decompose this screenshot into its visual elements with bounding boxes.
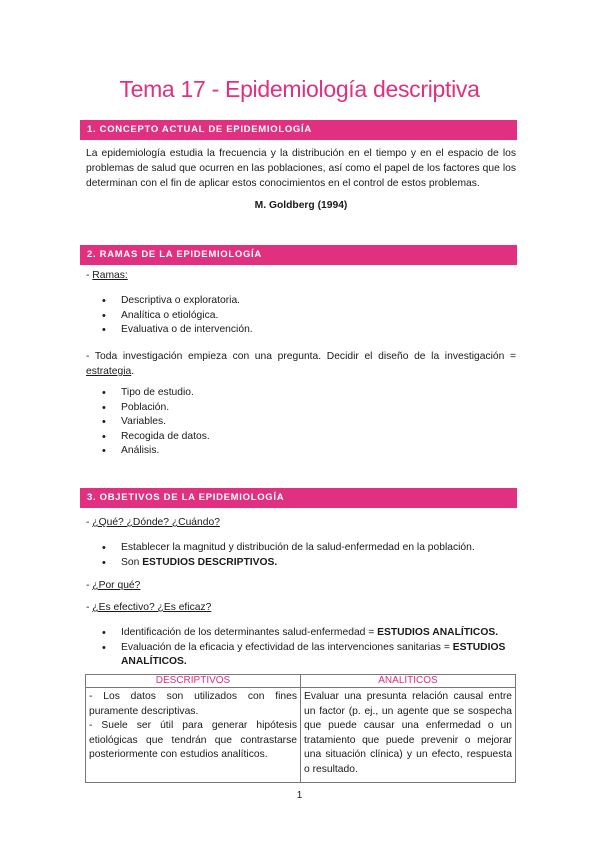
dash: - xyxy=(86,580,93,591)
citation-text: M. Goldberg (1994) xyxy=(254,200,348,211)
dash: - xyxy=(86,602,93,613)
strategy-text: - Toda investigación empieza con una pregunta. Decidir el diseño de la investigación = xyxy=(86,351,516,362)
list-item: • Descriptiva o exploratoria. xyxy=(100,294,253,309)
question-1 xyxy=(86,517,220,528)
list-item-bold: ESTUDIOS ANALÍTICOS. xyxy=(377,627,499,638)
ramas-label: Ramas: xyxy=(92,270,128,281)
section-heading-2: 2. RAMAS DE LA EPIDEMIOLOGÍA xyxy=(80,245,517,265)
strategy-paragraph xyxy=(86,349,516,379)
table-header-descriptivos: DESCRIPTIVOS xyxy=(86,675,301,688)
list-item-text: Son xyxy=(121,556,143,568)
ramas-label-line xyxy=(86,270,128,281)
list-item xyxy=(100,626,516,641)
list-item: • Población. xyxy=(100,401,210,416)
list-item: • Analítica o etiológica. xyxy=(100,309,253,324)
table-cell-analiticos: Evaluar una presunta relación causal entre un factor (p. ej., un agente que se sospecha que puede causar una enfermedad o un tratamiento que puede prevenir o mejorar una situación clínica) y un efecto, respuesta o resultado. xyxy=(301,688,516,783)
page-number: 1 xyxy=(296,790,303,801)
citation xyxy=(86,198,516,213)
question-2-text: ¿Por qué? xyxy=(92,580,141,591)
ramas-list xyxy=(100,294,253,338)
list-item: • Tipo de estudio. xyxy=(100,386,210,401)
list-item: • Análisis. xyxy=(100,444,210,459)
list-item-text: Evaluación de la eficacia y efectividad de las intervenciones sanitarias = xyxy=(121,641,453,653)
section-heading-3: 3. OBJETIVOS DE LA EPIDEMIOLOGÍA xyxy=(80,488,517,508)
question-3-text: ¿Es efectivo? ¿Es eficaz? xyxy=(92,602,212,613)
q1-list xyxy=(100,541,475,570)
list-item-text: Identificación de los determinantes salud-enfermedad = xyxy=(121,627,378,638)
list-item xyxy=(100,641,516,670)
strategy-end: . xyxy=(131,366,135,377)
question-2 xyxy=(86,580,140,591)
list-item xyxy=(100,556,475,571)
list-item xyxy=(100,541,475,556)
table-header-analiticos: ANALÍTICOS xyxy=(301,675,516,688)
definition-paragraph: La epidemiología estudia la frecuencia y la distribución en el tiempo y en el espacio de los problemas de salud que ocurren en las poblaciones, así como el papel de los factores que los determinan con el fin de aplicar estos conocimientos en el control de estos problemas. xyxy=(86,148,516,189)
dash: - xyxy=(86,270,93,281)
cell-line: - Los datos son utilizados con fines puramente descriptivas. xyxy=(89,691,297,717)
table-cell-descriptivos xyxy=(86,688,301,783)
dash: - xyxy=(86,517,93,528)
list-item: • Evaluativa o de intervención. xyxy=(100,323,253,338)
steps-list xyxy=(100,386,210,459)
page-title: Tema 17 - Epidemiología descriptiva xyxy=(119,76,480,102)
strategy-word: estrategia xyxy=(86,366,132,377)
list-item-bold: ESTUDIOS ANALÍTICOS. xyxy=(121,641,506,667)
list-item: • Variables. xyxy=(100,415,210,430)
question-1-text: ¿Qué? ¿Dónde? ¿Cuándo? xyxy=(92,517,220,528)
comparison-table xyxy=(85,674,516,783)
section-heading-1: 1. CONCEPTO ACTUAL DE EPIDEMIOLOGÍA xyxy=(80,120,517,140)
list-item-bold: ESTUDIOS DESCRIPTIVOS. xyxy=(142,556,278,568)
q3-list xyxy=(100,626,516,670)
cell-line: - Suele ser útil para generar hipótesis etiológicas que tendrán que contrastarse posteriormente con estudios analíticos. xyxy=(89,720,297,761)
list-item: • Recogida de datos. xyxy=(100,430,210,445)
question-3 xyxy=(86,602,211,613)
list-item-text: Establecer la magnitud y distribución de la salud-enfermedad en la población. xyxy=(121,542,475,553)
